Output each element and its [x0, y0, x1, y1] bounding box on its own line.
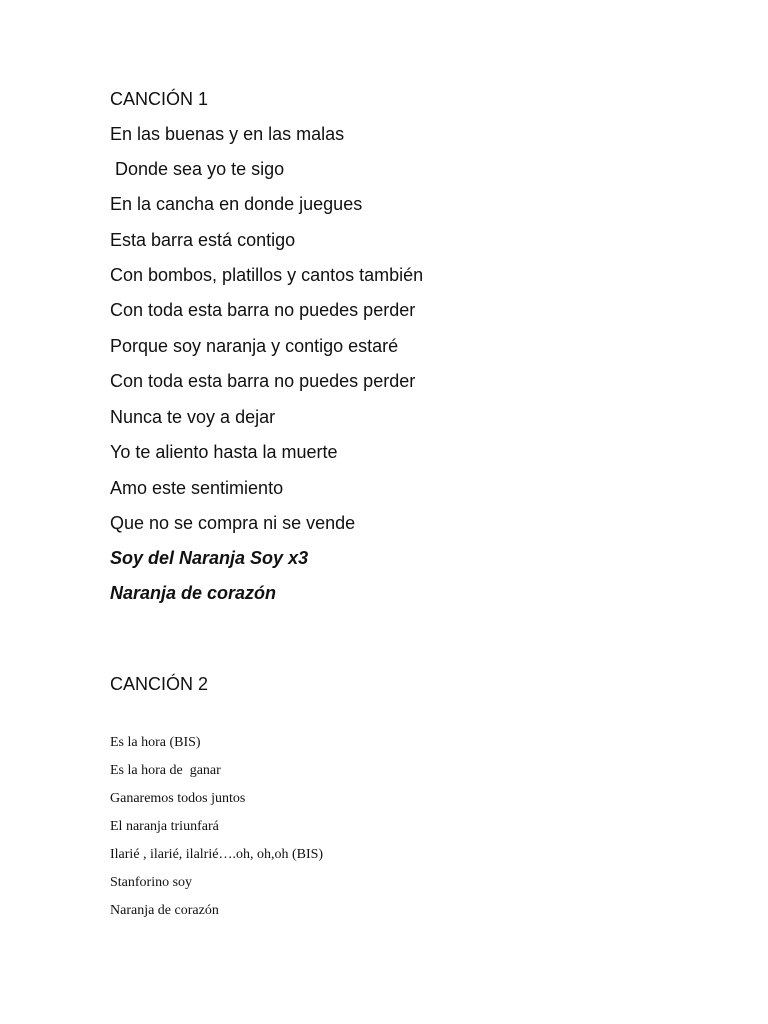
song-1-line: Con toda esta barra no puedes perder — [110, 300, 416, 320]
song-1-line: Amo este sentimiento — [110, 478, 284, 498]
song-1-line: Esta barra está contigo — [110, 230, 296, 250]
song-1-line: Porque soy naranja y contigo estaré — [110, 336, 399, 356]
song-2-line: Ganaremos todos juntos — [110, 791, 246, 806]
song-1-line: En la cancha en donde juegues — [110, 194, 363, 214]
song-2-line: Stanforino soy — [110, 875, 193, 890]
song-2-line: Es la hora (BIS) — [110, 735, 201, 750]
song-1-line: En las buenas y en las malas — [110, 124, 345, 144]
song-1-chorus-line: Naranja de corazón — [110, 583, 277, 603]
song-1-line: Donde sea yo te sigo — [110, 159, 285, 179]
song-1-line: Que no se compra ni se vende — [110, 513, 356, 533]
song-1-line: Nunca te voy a dejar — [110, 407, 276, 427]
song-1-title: CANCIÓN 1 — [110, 89, 209, 109]
song-2-line: Naranja de corazón — [110, 903, 219, 918]
song-1-line: Con toda esta barra no puedes perder — [110, 371, 416, 391]
song-1-line: Yo te aliento hasta la muerte — [110, 442, 338, 462]
song-2-title: CANCIÓN 2 — [110, 674, 209, 694]
song-1-chorus-line: Soy del Naranja Soy x3 — [110, 548, 309, 568]
song-2-line: El naranja triunfará — [110, 819, 219, 834]
song-2-line: Ilarié , ilarié, ilalrié….oh, oh,oh (BIS) — [110, 847, 324, 862]
song-1-line: Con bombos, platillos y cantos también — [110, 265, 424, 285]
song-2-line: Es la hora de ganar — [110, 763, 221, 778]
